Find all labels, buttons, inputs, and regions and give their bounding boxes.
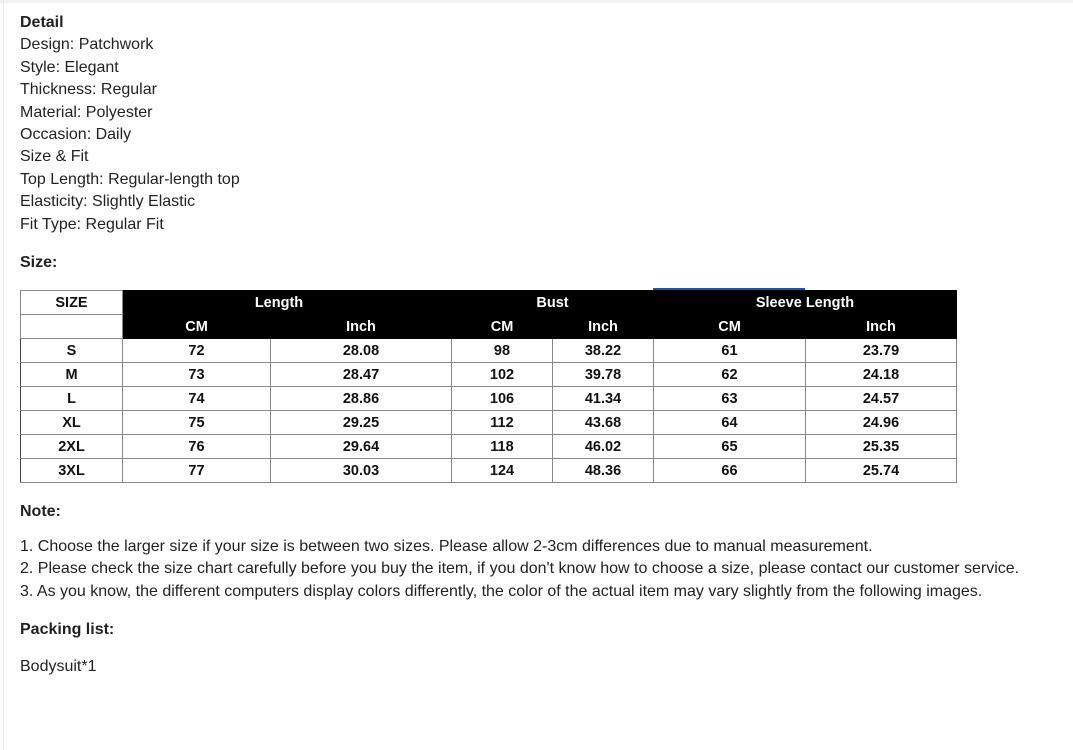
- table-cell: 23.79: [806, 339, 957, 363]
- table-cell: 28.86: [271, 387, 452, 411]
- size-cell: M: [21, 363, 123, 387]
- table-cell: 62: [654, 363, 806, 387]
- bust-group-header: Bust: [452, 291, 654, 315]
- table-cell: 72: [123, 339, 271, 363]
- frame-left-border: [3, 0, 4, 750]
- table-cell: 48.36: [553, 459, 654, 483]
- table-cell: 41.34: [553, 387, 654, 411]
- note-item: 3. As you know, the different computers display colors differently, the color of the actual item may vary slightly from the following images.: [20, 582, 983, 600]
- table-cell: 75: [123, 411, 271, 435]
- size-chart-table: [20, 290, 957, 483]
- unit-header-cell: CM: [654, 315, 806, 339]
- unit-header-cell: Inch: [806, 315, 957, 339]
- packing-list-title: Packing list:: [20, 621, 115, 639]
- table-cell: 30.03: [271, 459, 452, 483]
- note-title: Note:: [20, 503, 61, 521]
- table-row: [21, 411, 957, 435]
- table-cell: 28.47: [271, 363, 452, 387]
- table-cell: 74: [123, 387, 271, 411]
- table-cell: 28.08: [271, 339, 452, 363]
- unit-header-cell: CM: [123, 315, 271, 339]
- table-cell: 112: [452, 411, 553, 435]
- note-item: 1. Choose the larger size if your size is between two sizes. Please allow 2-3cm differences due to manual measurement.: [20, 537, 873, 555]
- table-cell: 38.22: [553, 339, 654, 363]
- sleeve-length-group-header: Sleeve Length: [654, 291, 957, 315]
- product-description: [20, 12, 1065, 678]
- detail-material: Material: Polyester: [20, 103, 153, 121]
- packing-list-item: Bodysuit*1: [20, 657, 97, 675]
- unit-header-cell: Inch: [553, 315, 654, 339]
- table-cell: 46.02: [553, 435, 654, 459]
- unit-header-cell: CM: [452, 315, 553, 339]
- table-cell: 106: [452, 387, 553, 411]
- table-cell: 24.96: [806, 411, 957, 435]
- detail-elasticity: Elasticity: Slightly Elastic: [20, 193, 196, 211]
- size-unit-blank-cell: [21, 315, 123, 339]
- table-cell: 76: [123, 435, 271, 459]
- table-cell: 64: [654, 411, 806, 435]
- unit-header-cell: Inch: [271, 315, 452, 339]
- detail-occasion: Occasion: Daily: [20, 126, 132, 144]
- table-cell: 63: [654, 387, 806, 411]
- frame-top-border: [0, 0, 1073, 3]
- table-row: [21, 339, 957, 363]
- table-cell: 73: [123, 363, 271, 387]
- detail-design: Design: Patchwork: [20, 36, 154, 54]
- detail-top-length: Top Length: Regular-length top: [20, 170, 240, 188]
- detail-list: [20, 34, 1065, 236]
- detail-style: Style: Elegant: [20, 58, 119, 76]
- table-row: [21, 387, 957, 411]
- table-cell: 24.57: [806, 387, 957, 411]
- size-column-header: SIZE: [21, 291, 123, 315]
- table-cell: 65: [654, 435, 806, 459]
- table-row: [21, 459, 957, 483]
- note-list: [20, 536, 1065, 603]
- table-cell: 25.35: [806, 435, 957, 459]
- size-cell: 3XL: [21, 459, 123, 483]
- length-group-header: Length: [123, 291, 452, 315]
- table-cell: 77: [123, 459, 271, 483]
- table-cell: 43.68: [553, 411, 654, 435]
- table-cell: 61: [654, 339, 806, 363]
- size-cell: XL: [21, 411, 123, 435]
- table-row: [21, 363, 957, 387]
- table-cell: 24.18: [806, 363, 957, 387]
- size-cell: L: [21, 387, 123, 411]
- table-cell: 29.64: [271, 435, 452, 459]
- detail-fit-type: Fit Type: Regular Fit: [20, 215, 164, 233]
- table-cell: 39.78: [553, 363, 654, 387]
- table-group-header-row: [21, 291, 957, 315]
- table-row: [21, 435, 957, 459]
- table-cell: 29.25: [271, 411, 452, 435]
- table-cell: 66: [654, 459, 806, 483]
- size-heading: Size:: [20, 254, 58, 272]
- table-cell: 124: [452, 459, 553, 483]
- table-unit-header-row: [21, 315, 957, 339]
- detail-title: Detail: [20, 14, 64, 31]
- note-item: 2. Please check the size chart carefully before you buy the item, if you don't know how to choose a size, please contact our customer service.: [20, 560, 1020, 578]
- size-cell: S: [21, 339, 123, 363]
- size-cell: 2XL: [21, 435, 123, 459]
- table-cell: 25.74: [806, 459, 957, 483]
- table-cell: 102: [452, 363, 553, 387]
- detail-size-fit: Size & Fit: [20, 148, 89, 166]
- table-cell: 118: [452, 435, 553, 459]
- table-cell: 98: [452, 339, 553, 363]
- detail-thickness: Thickness: Regular: [20, 81, 157, 99]
